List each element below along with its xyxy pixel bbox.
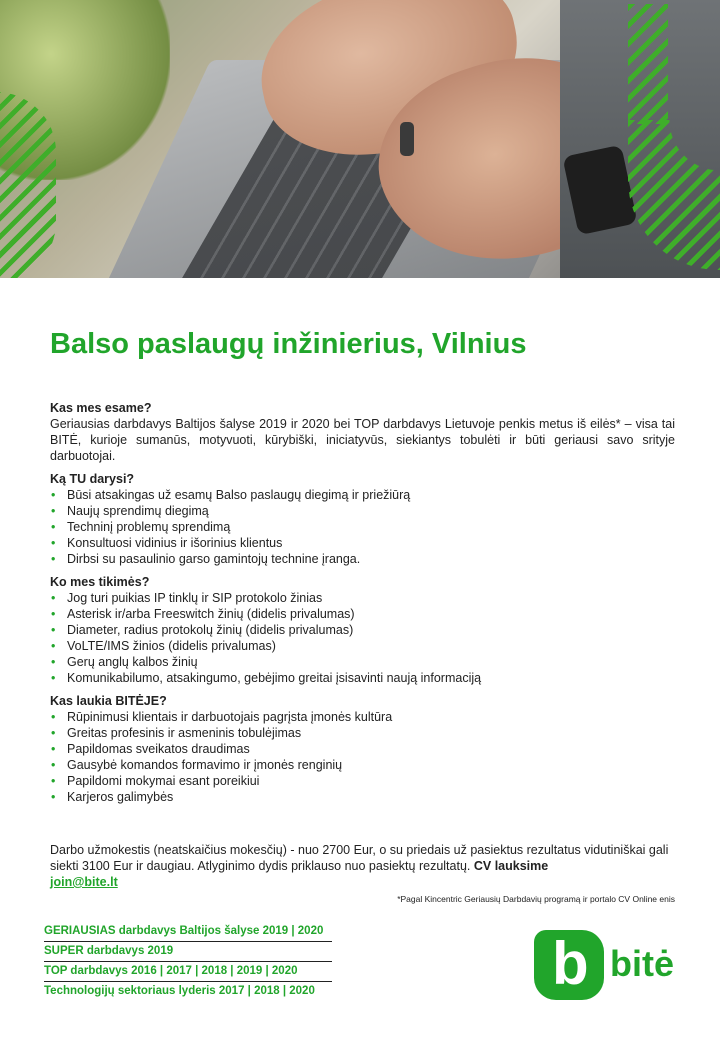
cv-label: CV lauksime [473,859,549,873]
tasks-heading: Ką TU darysi? [50,472,135,486]
list-item: • Naujų sprendimų diegimą [50,503,675,519]
about-text: Geriausias darbdavys Baltijos šalyse 2019 ir 2020 bei TOP darbdavys Lietuvoje penkis metus iš eilės* – visa tai BITĖ, kurioje sumanūs, motyvuoti, kūrybiški, iniciatyvūs, siekiantys tobulėti ir būti geriausi savo srityje darbuotojai. [50,417,675,463]
logo-mark [534,930,604,1000]
salary-text: Darbo užmokestis (neatskaičius mokesčių) - nuo 2700 Eur, o su priedais už pasiektus rezultatus vidutiniškai gali siekti 3100 Eur ir daugiau. Atlyginimo dydis priklauso nuo pasiektų rezultatų. [50,843,669,873]
list-item: • Dirbsi su pasaulinio garso gamintojų technine įranga. [50,551,675,567]
list-item: • Komunikabilumo, atsakingumo, gebėjimo greitai įsisavinti naują informaciją [50,670,675,686]
awards-list [44,922,332,1001]
salary-paragraph [50,842,675,890]
list-item: • Rūpinimusi klientais ir darbuotojais pagrįsta įmonės kultūra [50,709,675,725]
list-item: • Konsultuosi vidinius ir išorinius klientus [50,535,675,551]
award-item: Technologijų sektoriaus lyderis 2017 | 2018 | 2020 [44,985,315,997]
list-item: • VoLTE/IMS žinios (didelis privalumas) [50,638,675,654]
footnote: *Pagal Kincentric Geriausių Darbdavių programą ir portalo CV Online enis [397,894,675,904]
job-description [50,400,675,812]
list-item: • Jog turi puikias IP tinklų ir SIP protokolo žinias [50,590,675,606]
list-item: • Papildomas sveikatos draudimas [50,741,675,757]
list-item: • Gausybė komandos formavimo ir įmonės renginių [50,757,675,773]
list-item: • Karjeros galimybės [50,789,675,805]
tasks-section [50,471,675,567]
list-item: • Gerų anglų kalbos žinių [50,654,675,670]
email-link[interactable]: join@bite.lt [50,875,118,889]
stripe-pattern-right-top [628,4,668,124]
list-item: • Greitas profesinis ir asmeninis tobulėjimas [50,725,675,741]
about-heading: Kas mes esame? [50,401,152,415]
offer-section [50,693,675,805]
list-item: • Diameter, radius protokolų žinių (didelis privalumas) [50,622,675,638]
award-item: TOP darbdavys 2016 | 2017 | 2018 | 2019 | 2020 [44,962,332,982]
tasks-list [50,487,675,567]
expect-list [50,590,675,686]
bite-logo [534,930,684,1002]
expect-heading: Ko mes tikimės? [50,575,150,589]
offer-heading: Kas laukia BITĖJE? [50,694,167,708]
list-item: • Asterisk ir/arba Freeswitch žinių (didelis privalumas) [50,606,675,622]
logo-mark-letter: b [552,930,589,997]
award-item: SUPER darbdavys 2019 [44,942,332,962]
ring-shape [400,122,414,156]
list-item: • Techninį problemų sprendimą [50,519,675,535]
list-item: • Būsi atsakingas už esamų Balso paslaugų diegimą ir priežiūrą [50,487,675,503]
hero-photo [0,0,720,278]
award-item: GERIAUSIAS darbdavys Baltijos šalyse 2019 | 2020 [44,922,332,942]
about-section [50,400,675,464]
offer-list [50,709,675,805]
list-item: • Papildomi mokymai esant poreikiui [50,773,675,789]
page-title: Balso paslaugų inžinierius, Vilnius [50,328,527,360]
logo-wordmark: bitė [610,943,675,984]
expect-section [50,574,675,686]
